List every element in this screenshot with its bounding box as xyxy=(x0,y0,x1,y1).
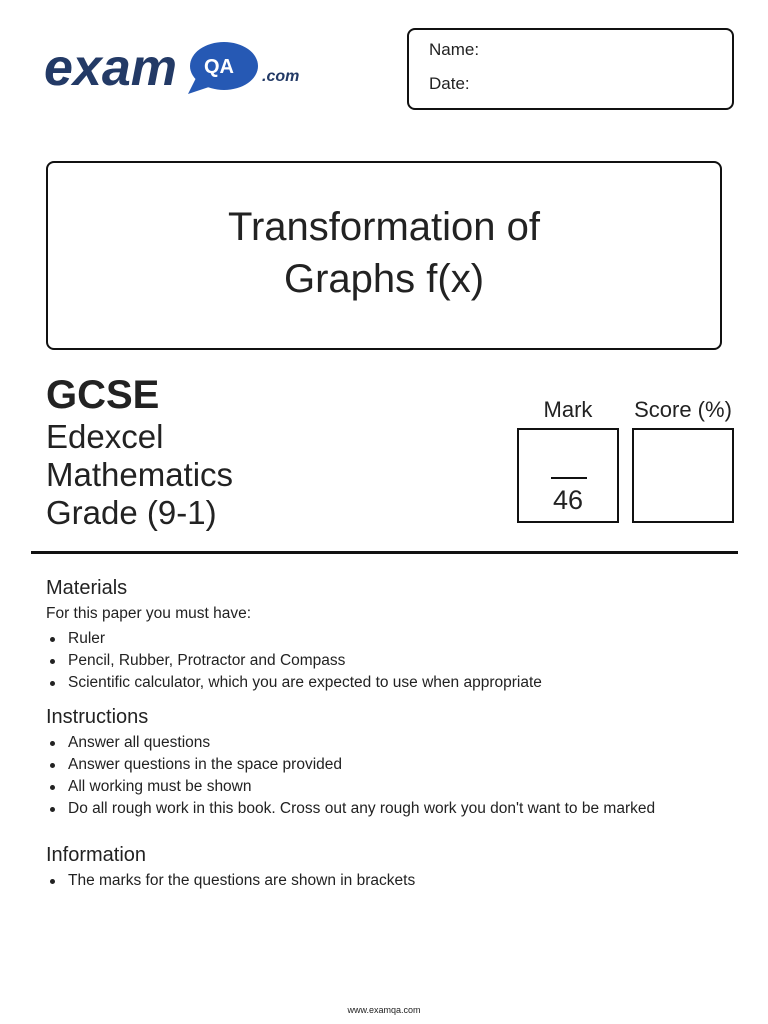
mark-total: 46 xyxy=(552,485,584,515)
bullet-icon xyxy=(50,879,55,884)
grade: Grade (9-1) xyxy=(46,494,217,531)
examqa-logo xyxy=(44,36,314,102)
logo-bubble-text: QA xyxy=(204,56,234,78)
title-line-2: Graphs f(x) xyxy=(283,257,485,301)
bullet-icon xyxy=(50,637,55,642)
name-date-box xyxy=(407,28,734,110)
bullet-icon xyxy=(50,681,55,686)
score-box xyxy=(632,428,734,523)
qualification-level: GCSE xyxy=(46,373,160,417)
title-box xyxy=(46,161,722,350)
bullet-icon xyxy=(50,807,55,812)
logo-word: exam xyxy=(44,39,177,97)
information-heading: Information xyxy=(46,844,147,866)
bullet-icon xyxy=(50,785,55,790)
name-label: Name: xyxy=(429,40,480,59)
title-line-1: Transformation of xyxy=(228,205,540,249)
date-label: Date: xyxy=(429,74,470,93)
mark-fraction-line xyxy=(551,477,587,479)
score-label: Score (%) xyxy=(634,397,732,422)
section-divider xyxy=(31,551,738,554)
bullet-icon xyxy=(50,659,55,664)
footer-url[interactable]: www.examqa.com xyxy=(347,1005,421,1015)
subject: Mathematics xyxy=(46,456,234,493)
bullet-icon xyxy=(50,763,55,768)
exam-board: Edexcel xyxy=(46,418,164,455)
bullet-icon xyxy=(50,741,55,746)
materials-intro: For this paper you must have: xyxy=(46,605,252,622)
logo-suffix: .com xyxy=(262,68,300,85)
mark-label: Mark xyxy=(543,397,593,422)
materials-heading: Materials xyxy=(46,577,128,599)
instructions-heading: Instructions xyxy=(46,706,149,728)
